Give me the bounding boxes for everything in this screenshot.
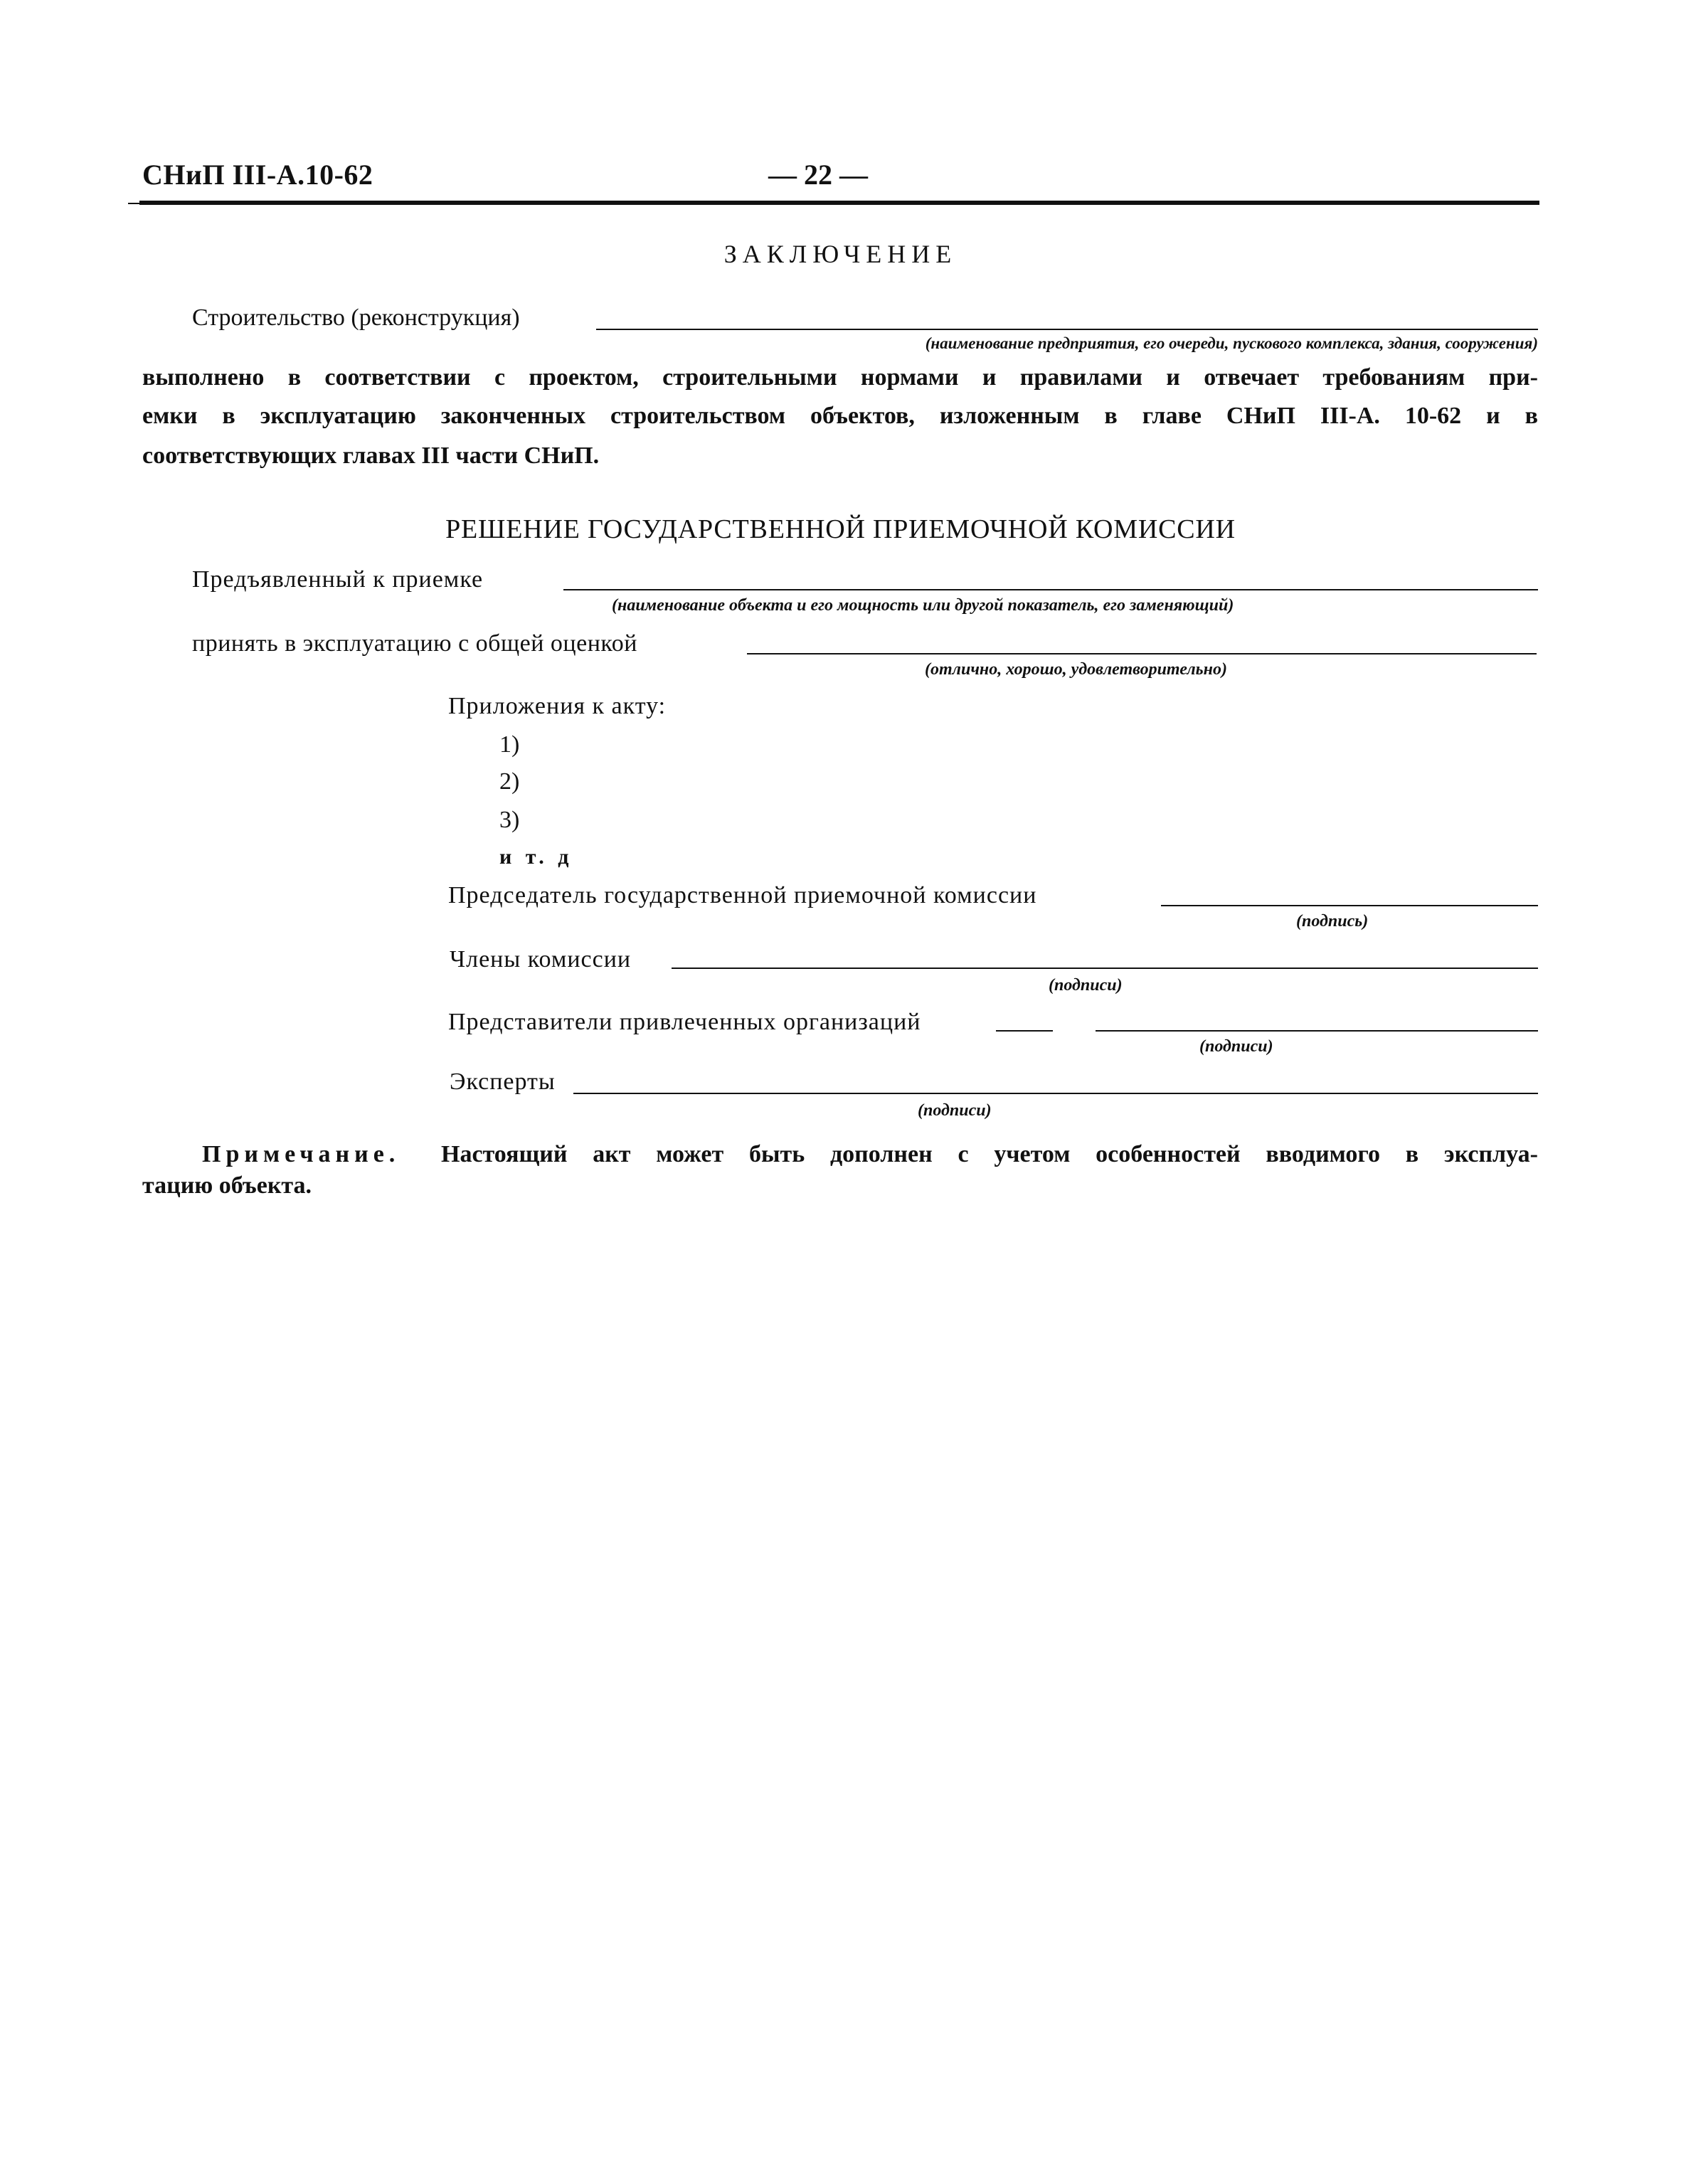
presented-fill-line	[563, 589, 1538, 590]
construction-label: Строительство (реконструкция)	[192, 304, 520, 331]
representatives-caption: (подписи)	[1199, 1037, 1273, 1056]
members-caption: (подписи)	[1049, 976, 1123, 995]
document-code: СНиП III-А.10-62	[142, 159, 373, 191]
conclusion-text-line-2: емки в эксплуатацию законченных строительством объектов, изложенным в главе СНиП III-А. 10-62 и в	[142, 403, 1538, 429]
presented-caption: (наименование объекта и его мощность или другой показатель, его заменяющий)	[612, 596, 1234, 615]
construction-fill-line	[596, 329, 1538, 330]
members-signature-line	[672, 968, 1538, 969]
chairman-caption: (подпись)	[1296, 912, 1369, 931]
decision-title: РЕШЕНИЕ ГОСУДАРСТВЕННОЙ ПРИЕМОЧНОЙ КОМИССИИ	[445, 514, 1236, 544]
conclusion-text-line-3: соответствующих главах III части СНиП.	[142, 442, 600, 469]
presented-label: Предъявленный к приемке	[192, 566, 484, 593]
construction-caption: (наименование предприятия, его очереди, пускового комплекса, здания, сооружения)	[925, 334, 1538, 352]
note-label: Примечание.	[202, 1141, 401, 1167]
experts-label: Эксперты	[450, 1069, 556, 1095]
conclusion-text-line-1: выполнено в соответствии с проектом, строительными нормами и правилами и отвечает требованиям при-	[142, 364, 1538, 391]
experts-caption: (подписи)	[918, 1101, 992, 1120]
header-rule	[139, 201, 1539, 205]
accept-label: принять в эксплуатацию с общей оценкой	[192, 630, 637, 657]
conclusion-title: ЗАКЛЮЧЕНИЕ	[723, 240, 958, 268]
chairman-signature-line	[1161, 905, 1538, 906]
attachment-item-3: 3)	[499, 807, 520, 833]
page-number: — 22 —	[768, 159, 868, 191]
note-text-line-2: тацию объекта.	[142, 1172, 312, 1199]
representatives-line-a	[996, 1030, 1053, 1032]
representatives-line-b	[1096, 1030, 1538, 1032]
attachments-label: Приложения к акту:	[448, 693, 667, 719]
attachment-item-1: 1)	[499, 731, 520, 758]
accept-caption: (отлично, хорошо, удовлетворительно)	[925, 660, 1227, 679]
experts-signature-line	[573, 1093, 1538, 1094]
note-text-line-1: Настоящий акт может быть дополнен с учетом особенностей вводимого в эксплуа-	[441, 1141, 1538, 1167]
representatives-label: Представители привлеченных организаций	[448, 1009, 921, 1035]
chairman-label: Председатель государственной приемочной комиссии	[448, 882, 1037, 908]
members-label: Члены комиссии	[450, 946, 632, 972]
attachment-item-etc: и т. д	[499, 845, 573, 869]
attachment-item-2: 2)	[499, 768, 520, 795]
accept-fill-line	[747, 653, 1537, 654]
